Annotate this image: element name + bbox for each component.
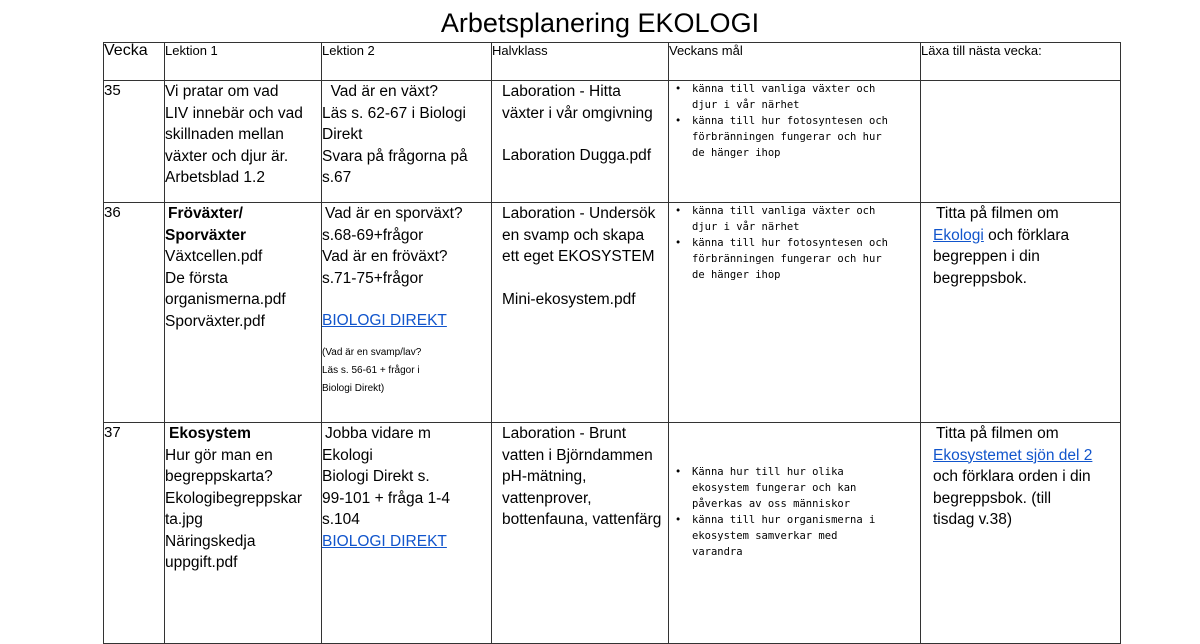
text-line: Ekologibegreppskar: [165, 489, 303, 507]
text-line: bottenfauna, vattenfärg: [502, 511, 662, 528]
text-line: Laboration - Hitta: [502, 83, 621, 100]
week-number: 35: [104, 81, 165, 203]
header-veckans-mal: Veckans mål: [669, 43, 921, 81]
goal-item: • känna till vanliga växter och djur i vår närhet: [675, 83, 876, 111]
header-laxa: Läxa till nästa vecka:: [921, 43, 1121, 81]
header-vecka: Vecka: [104, 43, 165, 81]
biologi-direkt-link[interactable]: BIOLOGI DIREKT: [322, 532, 447, 550]
goal-item: • känna till hur organismerna i ekosystem samverkar med varandra: [675, 514, 876, 558]
text-line: s.71-75+frågor: [322, 269, 424, 287]
text-line: Laboration - Undersök: [502, 205, 656, 222]
bullet-icon: •: [675, 83, 682, 95]
lektion-1-cell: [165, 81, 322, 203]
goals-cell: [669, 81, 921, 203]
section-heading: Sporväxter: [165, 226, 246, 244]
lektion-2-cell: [322, 203, 492, 423]
text-line: De första: [165, 269, 228, 287]
homework-cell: [921, 423, 1121, 644]
homework-cell: [921, 81, 1121, 203]
text-line: s.104: [322, 511, 360, 528]
text-line: Vi pratar om vad: [165, 83, 279, 100]
goal-item: • Känna hur till hur olika ekosystem fungerar och kan påverkas av oss människor: [675, 466, 857, 510]
file-name: organismerna.pdf: [165, 291, 286, 308]
ekosystemet-sjon-link[interactable]: Ekosystemet sjön del 2: [933, 446, 1093, 464]
text-line: Jobba vidare m: [325, 425, 431, 442]
text-line: skillnaden mellan: [165, 126, 284, 143]
week-number: 36: [104, 203, 165, 423]
text-line: begreppskarta?: [165, 468, 273, 485]
bullet-icon: •: [675, 514, 682, 526]
text-line: Ekologi: [322, 446, 373, 464]
text-fragment: och förklara: [983, 226, 1070, 244]
file-name: Mini-ekosystem.pdf: [502, 290, 636, 308]
text-line: Biologi Direkt s.: [322, 468, 430, 485]
goals-list: [669, 81, 920, 161]
halvklass-cell: [492, 423, 669, 644]
bullet-icon: •: [675, 466, 682, 478]
text-line: Näringskedja: [165, 532, 256, 550]
section-heading: Ekosystem: [169, 425, 251, 442]
lektion-1-cell: [165, 203, 322, 423]
text-line: Laboration - Brunt: [502, 425, 627, 442]
text-line: tisdag v.38): [933, 511, 1012, 528]
halvklass-cell: [492, 203, 669, 423]
goals-list: [669, 203, 920, 283]
file-name: Sporväxter.pdf: [165, 312, 265, 330]
table-row-week-37: [104, 423, 1121, 644]
text-line: begreppsbok.: [933, 269, 1027, 287]
text-line: vatten i Björndammen: [502, 446, 653, 464]
goals-cell: [669, 203, 921, 423]
halvklass-cell: [492, 81, 669, 203]
text-line: växter och djur är.: [165, 147, 289, 165]
text-line: 99-101 + fråga 1-4: [322, 489, 450, 507]
header-row: [104, 43, 1121, 81]
text-line: begreppsbok. (till: [933, 489, 1052, 507]
text-line: Hur gör man en: [165, 446, 273, 464]
text-line: Svara på frågorna på: [322, 147, 468, 165]
table-row-week-35: [104, 81, 1121, 203]
text-line: en svamp och skapa: [502, 226, 645, 244]
note-line: Biologi Direkt): [322, 382, 385, 394]
page-title: Arbetsplanering EKOLOGI: [440, 8, 760, 38]
text-line: ta.jpg: [165, 511, 203, 528]
text-line: uppgift.pdf: [165, 554, 238, 571]
ekologi-film-link[interactable]: Ekologi: [933, 226, 984, 244]
file-name: Växtcellen.pdf: [165, 248, 263, 265]
table-row-week-36: [104, 203, 1121, 423]
text-line: begreppen i din: [933, 248, 1040, 265]
header-lektion-2: Lektion 2: [322, 43, 492, 81]
file-name: Laboration Dugga.pdf: [502, 147, 652, 164]
week-number: 37: [104, 423, 165, 644]
text-line: Läs s. 62-67 i Biologi: [322, 104, 466, 122]
bullet-icon: •: [675, 205, 682, 217]
text-line: Arbetsblad 1.2: [165, 169, 265, 186]
goal-item: • känna till hur fotosyntesen och förbränningen fungerar och hur de hänger ihop: [675, 237, 888, 281]
goal-item: • känna till vanliga växter och djur i vår närhet: [675, 205, 876, 233]
note-line: (Vad är en svamp/lav?: [322, 346, 422, 358]
header-halvklass: Halvklass: [492, 43, 669, 81]
text-line: LIV innebär och vad: [165, 104, 303, 122]
text-line: s.67: [322, 169, 352, 186]
biologi-direkt-link[interactable]: BIOLOGI DIREKT: [322, 312, 447, 329]
lektion-1-cell: [165, 423, 322, 644]
note-line: Läs s. 56-61 + frågor i: [322, 364, 420, 376]
planning-table: [103, 42, 1121, 644]
goals-cell: [669, 423, 921, 644]
text-line: vattenprover,: [502, 489, 592, 507]
lektion-2-cell: [322, 423, 492, 644]
text-line: och förklara orden i din: [933, 468, 1091, 485]
text-line: Vad är en växt?: [322, 83, 439, 100]
text-line: växter i vår omgivning: [502, 104, 653, 122]
text-line: Direkt: [322, 126, 363, 143]
text-line: Vad är en fröväxt?: [322, 248, 448, 265]
goals-list: [669, 464, 920, 560]
bullet-icon: •: [675, 237, 682, 249]
goal-item: • känna till hur fotosyntesen och förbränningen fungerar och hur de hänger ihop: [675, 115, 888, 159]
lektion-2-cell: [322, 81, 492, 203]
text-line: ett eget EKOSYSTEM: [502, 248, 655, 265]
header-lektion-1: Lektion 1: [165, 43, 322, 81]
text-line: Titta på filmen om: [936, 425, 1059, 442]
text-line: Titta på filmen om: [936, 205, 1059, 222]
text-line: Vad är en sporväxt?: [325, 205, 463, 222]
bullet-icon: •: [675, 115, 682, 127]
section-heading: Fröväxter/: [168, 205, 243, 222]
text-line: s.68-69+frågor: [322, 226, 424, 244]
text-line: pH-mätning,: [502, 468, 587, 485]
text-line: [933, 225, 1120, 247]
homework-cell: [921, 203, 1121, 423]
